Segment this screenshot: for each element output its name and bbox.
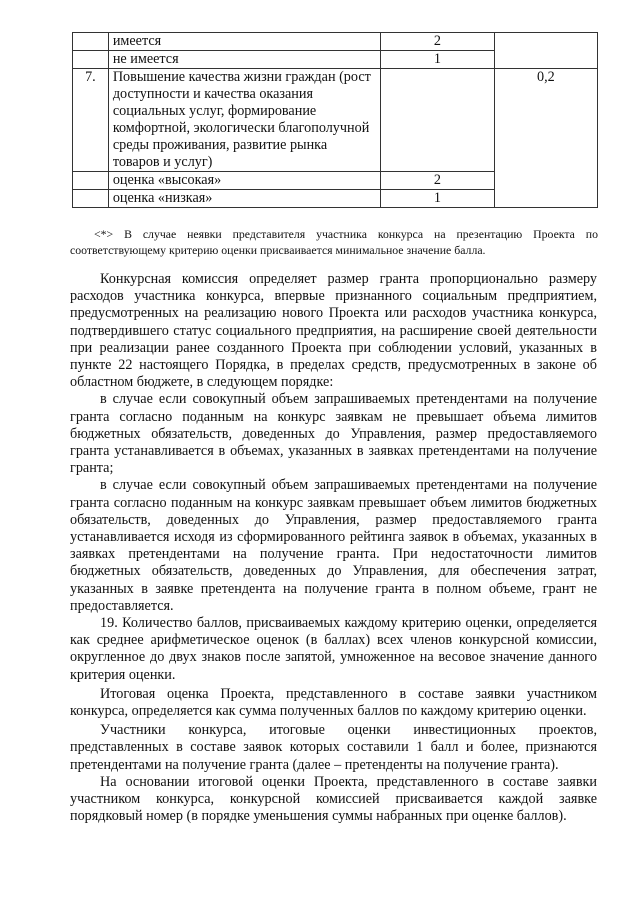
criterion-score: 1	[380, 190, 494, 208]
criterion-score: 2	[380, 172, 494, 190]
row-number	[73, 51, 109, 69]
row-number: 7.	[73, 69, 109, 172]
criterion-score: 2	[380, 33, 494, 51]
criterion-weight	[494, 33, 597, 69]
row-number	[73, 172, 109, 190]
table-row	[73, 69, 598, 172]
criterion-weight: 0,2	[494, 69, 597, 208]
criterion-score: 1	[380, 51, 494, 69]
row-number	[73, 33, 109, 51]
criterion-text: Повышение качества жизни граждан (рост доступности и качества оказания социальных услуг, формирование комфортной, экологически благополучной среды проживания, развитие рынка товаров и услуг)	[108, 69, 380, 172]
criterion-text: оценка «высокая»	[108, 172, 380, 190]
body-text	[70, 271, 597, 826]
criterion-score	[380, 69, 494, 172]
paragraph-not-exceeds: в случае если совокупный объем запрашиваемых претендентами на получение гранта согласно поданным на конкурс заявкам не превышает объема лимитов бюджетных обязательств, доведенных до Управления, размер предоставляемого гранта устанавливается в объемах, указанных в заявках претендентами на получение гранта;	[70, 391, 597, 477]
paragraph-final-score: Итоговая оценка Проекта, представленного в составе заявки участником конкурса, определяется как сумма полученных баллов по каждому критерию оценки.	[70, 685, 597, 720]
criterion-text: оценка «низкая»	[108, 190, 380, 208]
paragraph-applicants: Участники конкурса, итоговые оценки инвестиционных проектов, представленных в составе заявок которых составили 1 балл и более, признаются претендентами на получение гранта (далее – претенденты на получение гранта).	[70, 722, 597, 773]
paragraph-grant-size: Конкурсная комиссия определяет размер гранта пропорционально размеру расходов участника конкурса, впервые признанного социальным предприятием, предусмотренных на реализацию нового Проекта или расходов участника конкурса, подтвердившего статус социального предприятия, на расширение своей деятельности при реализации ранее созданного Проекта при соблюдении условий, указанных в пункте 22 настоящего Порядка, в пределах средств, предусмотренных в законе об областном бюджете, в следующем порядке:	[70, 271, 597, 391]
table-row	[73, 33, 598, 51]
paragraph-ranking: На основании итоговой оценки Проекта, представленного в составе заявки участником конкурса, конкурсной комиссией присваивается каждой заявке порядковый номер (в порядке уменьшения суммы набранных при оценке баллов).	[70, 773, 597, 825]
criterion-text: имеется	[108, 33, 380, 51]
paragraph-point-19: 19. Количество баллов, присваиваемых каждому критерию оценки, определяется как среднее арифметическое оценок (в баллах) всех членов конкурсной комиссии, округленное до двух знаков после запятой, умноженное на весовое значение данного критерия оценки.	[70, 615, 597, 683]
criteria-table	[72, 32, 598, 208]
footnote: <*> В случае неявки представителя участника конкурса на презентацию Проекта по соответствующему критерию оценки присваивается минимальное значение балла.	[70, 227, 598, 257]
criterion-text: не имеется	[108, 51, 380, 69]
row-number	[73, 190, 109, 208]
paragraph-exceeds: в случае если совокупный объем запрашиваемых претендентами на получение гранта согласно поданным на конкурс заявкам превышает объем лимитов бюджетных обязательств, доведенных до Управления, размер предоставляемого гранта устанавливается исходя из сформированного рейтинга заявок в объемах, указанных в заявках претендентами на получение гранта. При недостаточности лимитов бюджетных обязательств, доведенных до Управления, для обеспечения затрат, указанных в заявке претендента на получение гранта в полном объеме, грант не предоставляется.	[70, 477, 597, 614]
